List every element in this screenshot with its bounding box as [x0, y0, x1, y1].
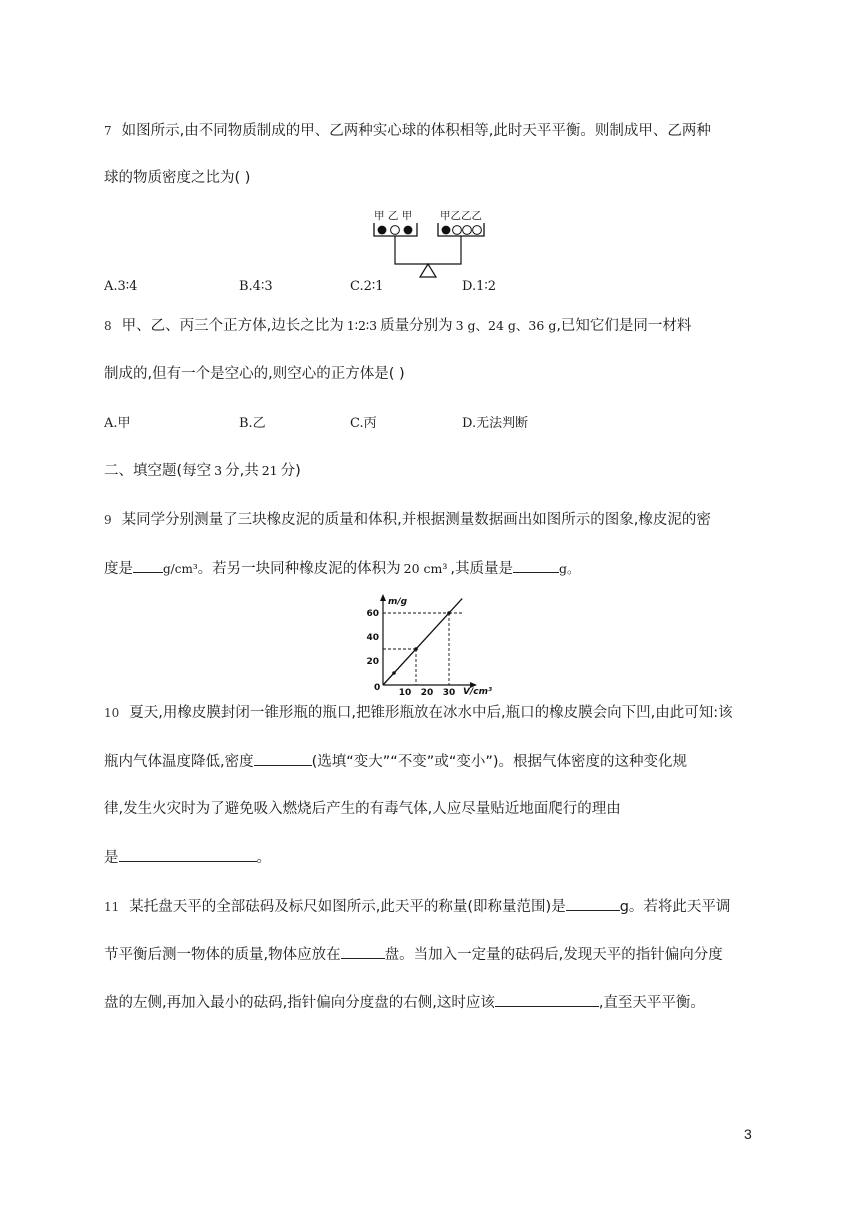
q11-text-3b: ,直至天平平衡。	[598, 995, 705, 1011]
q9-text-1: 某同学分别测量了三块橡皮泥的质量和体积,并根据测量数据画出如图所示的图象,橡皮泥的密	[121, 512, 711, 528]
y-tick-label-40: 40	[366, 633, 379, 643]
q9-blank-mass[interactable]	[513, 558, 559, 573]
q10-text-2a: 瓶内气体温度降低,密度	[104, 754, 254, 770]
section2-text-e: 分)	[280, 463, 301, 479]
q9-number: 9	[104, 513, 112, 527]
ball-yi-4	[473, 226, 482, 235]
q8-ratio: 1∶2∶3	[346, 318, 378, 333]
q10-line1	[104, 703, 733, 723]
ball-yi-2	[453, 226, 462, 235]
q7-option-c: C.2∶1	[350, 279, 384, 294]
q10-text-4a: 是	[104, 850, 119, 866]
section2-heading	[104, 461, 301, 481]
q7-text-1: 如图所示,由不同物质制成的甲、乙两种实心球的体积相等,此时天平平衡。则制成甲、乙两种	[121, 123, 711, 139]
q11-text-2b: 盘。当加入一定量的砝码后,发现天平的指针偏向分度	[384, 947, 723, 963]
q10-text-3: 律,发生火灾时为了避免吸入燃烧后产生的有毒气体,人应尽量贴近地面爬行的理由	[104, 801, 621, 817]
balance-fulcrum	[420, 264, 436, 277]
ball-yi-3	[463, 226, 472, 235]
section2-points-each: 3	[214, 463, 223, 478]
ball-jia-1	[378, 226, 387, 235]
q11-text-3a: 盘的左侧,再加入最小的砝码,指针偏向分度盘的右侧,这时应该	[104, 995, 495, 1011]
section2-points-total: 21	[261, 463, 278, 478]
q8-line1	[104, 316, 691, 336]
q10-line4	[104, 847, 271, 868]
q9-volume: 20 cm³	[403, 561, 448, 576]
q11-text-1b: g。若将此天平调	[619, 899, 731, 915]
mass-volume-chart	[345, 590, 492, 698]
q8-option-c: C.丙	[350, 416, 377, 431]
balance-beam	[395, 236, 461, 264]
q7-option-d: D.1∶2	[462, 279, 497, 294]
q10-line3	[104, 799, 621, 819]
q9-line1	[104, 510, 711, 530]
y-axis-arrow	[380, 594, 386, 601]
y-axis-label: m/g	[388, 597, 408, 607]
x-tick-label-30: 30	[442, 688, 456, 698]
q8-line2	[104, 364, 405, 384]
section2-text-c: 分,共	[225, 463, 259, 479]
ball-jia-3	[442, 226, 451, 235]
y-tick-label-20: 20	[366, 657, 379, 667]
q11-line3	[104, 992, 705, 1013]
q8-text-2: 制成的,但有一个是空心的,则空心的正方体是( )	[104, 366, 405, 382]
balance-left-label: 甲 乙 甲	[374, 210, 413, 222]
q7-line1	[104, 121, 711, 141]
ball-jia-2	[404, 226, 413, 235]
q11-blank-capacity[interactable]	[566, 896, 620, 911]
origin-label: 0	[374, 683, 381, 693]
q11-number: 11	[104, 900, 120, 914]
q11-line1	[104, 896, 730, 917]
q7-option-a: A.3∶4	[104, 279, 138, 294]
q10-text-1: 夏天,用橡皮膜封闭一锥形瓶的瓶口,把锥形瓶放在冰水中后,瓶口的橡皮膜会向下凹,由此可知:该	[129, 705, 733, 721]
section2-text-a: 二、填空题(每空	[104, 463, 212, 479]
balance-right-label: 甲乙乙乙	[440, 210, 482, 222]
q8-text-c: 质量分别为	[380, 318, 453, 334]
q10-line2	[104, 751, 687, 772]
x-axis-label: V/cm³	[463, 687, 492, 697]
q10-number: 10	[104, 706, 120, 720]
q7-number: 7	[104, 124, 112, 138]
q8-number: 8	[104, 319, 112, 333]
q11-blank-action[interactable]	[495, 992, 599, 1007]
x-tick-label-10: 10	[398, 688, 412, 698]
page-number: 3	[744, 1126, 752, 1142]
q9-text-b: 。若另一块同种橡皮泥的体积为	[197, 561, 401, 577]
ball-yi-1	[391, 226, 400, 235]
q11-text-2a: 节平衡后测一物体的质量,物体应放在	[104, 947, 341, 963]
q8-option-a: A.甲	[104, 416, 131, 431]
q11-text-1a: 某托盘天平的全部砝码及标尺如图所示,此天平的称量(即称量范围)是	[129, 899, 566, 915]
data-point-0	[392, 671, 396, 675]
q10-text-2b: (选填“变大”“不变”或“变小”)。根据气体密度的这种变化规	[311, 754, 687, 770]
q10-text-4b: 。	[256, 850, 271, 866]
y-tick-label-60: 60	[366, 609, 379, 619]
q9-text-a: 度是	[104, 561, 133, 577]
x-tick-label-20: 20	[420, 688, 434, 698]
q11-line2	[104, 944, 723, 965]
q9-text-d: ,其质量是	[450, 561, 513, 577]
q8-option-d: D.无法判断	[462, 416, 529, 431]
q9-line2	[104, 558, 580, 579]
q8-option-b: B.乙	[239, 416, 266, 431]
q7-option-b: B.4∶3	[239, 279, 273, 294]
q9-text-e: g。	[559, 561, 580, 576]
q10-blank-reason[interactable]	[119, 847, 257, 862]
q9-unit: g/cm³	[163, 562, 198, 576]
data-point-2	[447, 611, 451, 615]
q11-blank-pan[interactable]	[341, 944, 385, 959]
q7-text-2: 球的物质密度之比为( )	[104, 170, 251, 186]
q8-text-e: ,已知它们是同一材料	[556, 318, 692, 334]
q7-line2	[104, 168, 250, 188]
data-point-1	[414, 647, 418, 651]
q8-text-a: 甲、乙、丙三个正方体,边长之比为	[121, 318, 344, 334]
q10-blank-density[interactable]	[254, 751, 312, 766]
balance-figure	[368, 206, 492, 278]
q8-masses: 3 g、24 g、36 g	[455, 318, 557, 333]
q9-blank-density[interactable]	[133, 558, 163, 573]
